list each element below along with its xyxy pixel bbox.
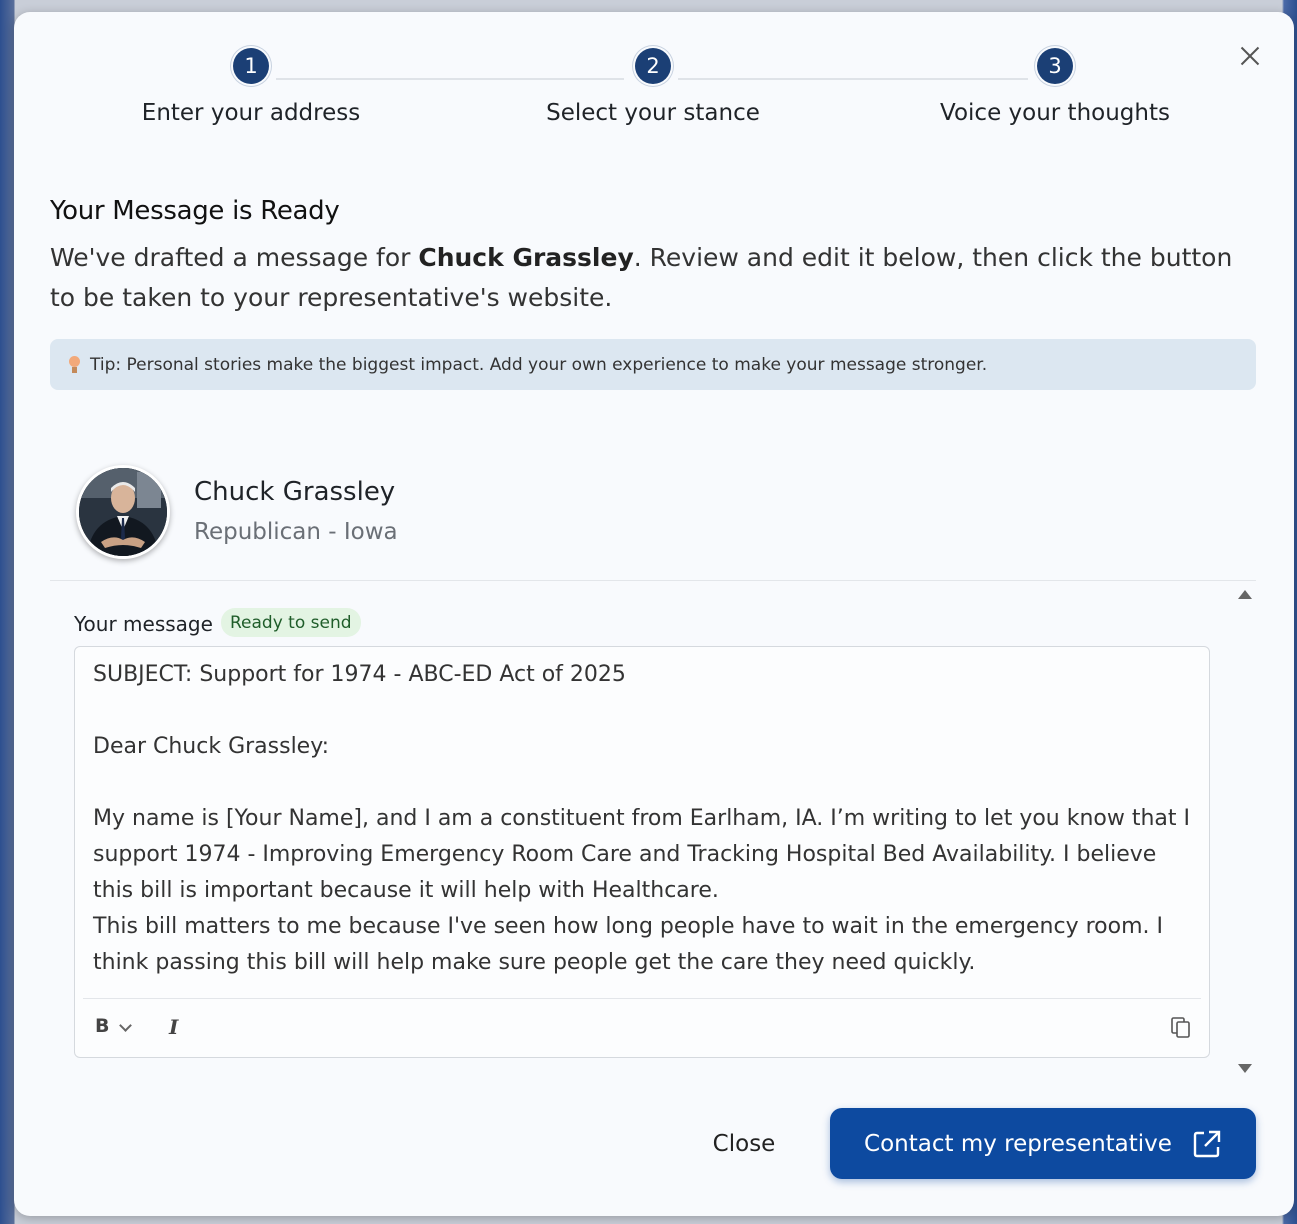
representative-name: Chuck Grassley bbox=[194, 477, 396, 507]
italic-button[interactable]: I bbox=[169, 1015, 179, 1039]
dialog-title: Your Message is Ready bbox=[50, 196, 340, 226]
step-2 bbox=[503, 48, 803, 126]
chevron-down-icon[interactable] bbox=[119, 1019, 132, 1032]
representative-party-state: Republican - Iowa bbox=[194, 519, 398, 545]
step-2-label: Select your stance bbox=[546, 100, 760, 126]
dialog-intro bbox=[50, 238, 1240, 318]
step-1-number: 1 bbox=[233, 48, 269, 84]
toolbar-divider bbox=[83, 998, 1201, 999]
intro-rep-name: Chuck Grassley bbox=[418, 243, 634, 272]
scroll-down-arrow-icon[interactable] bbox=[1238, 1064, 1252, 1073]
avatar bbox=[76, 465, 170, 559]
message-paragraph-2: This bill matters to me because I've seen how long people have to wait in the emergency room. I think passing this bill will help make sure people get the care they need quickly. bbox=[93, 914, 1163, 975]
representative-photo bbox=[79, 468, 167, 556]
contact-representative-label: Contact my representative bbox=[864, 1130, 1172, 1157]
external-link-icon bbox=[1192, 1129, 1222, 1159]
step-1 bbox=[101, 48, 401, 126]
message-paragraph-1: My name is [Your Name], and I am a constituent from Earlham, IA. I’m writing to let you know that I support 1974 - Improving Emergency Room Care and Tracking Hospital Bed Availability. I believe this bill is important because it will help with Healthcare. bbox=[93, 806, 1191, 903]
status-badge: Ready to send bbox=[221, 608, 361, 637]
step-3 bbox=[905, 48, 1205, 126]
lightbulb-icon bbox=[68, 356, 80, 374]
step-3-number: 3 bbox=[1037, 48, 1073, 84]
bold-button[interactable]: B bbox=[95, 1015, 110, 1037]
message-label: Your message bbox=[74, 612, 213, 636]
tip-text: Tip: Personal stories make the biggest impact. Add your own experience to make your message stronger. bbox=[90, 354, 988, 375]
step-2-number: 2 bbox=[635, 48, 671, 84]
message-dialog bbox=[14, 12, 1294, 1216]
intro-text-start: We've drafted a message for bbox=[50, 243, 419, 272]
message-text-area[interactable] bbox=[93, 657, 1193, 981]
close-button[interactable]: Close bbox=[712, 1131, 776, 1157]
scroll-up-arrow-icon[interactable] bbox=[1238, 590, 1252, 599]
message-editor[interactable] bbox=[74, 646, 1210, 1058]
copy-icon[interactable] bbox=[1171, 1017, 1191, 1039]
contact-representative-button[interactable] bbox=[830, 1108, 1256, 1179]
message-greeting: Dear Chuck Grassley: bbox=[93, 734, 330, 759]
step-1-label: Enter your address bbox=[141, 100, 361, 126]
intro-text-end: . Review and edit it below, then click the button to be taken to your representative's website. bbox=[50, 243, 1233, 312]
section-divider bbox=[50, 580, 1256, 581]
representative-card bbox=[76, 465, 1256, 595]
tip-banner bbox=[50, 339, 1256, 390]
message-subject: SUBJECT: Support for 1974 - ABC-ED Act of 2025 bbox=[93, 662, 626, 687]
step-3-label: Voice your thoughts bbox=[940, 100, 1170, 126]
progress-stepper bbox=[14, 48, 1294, 148]
